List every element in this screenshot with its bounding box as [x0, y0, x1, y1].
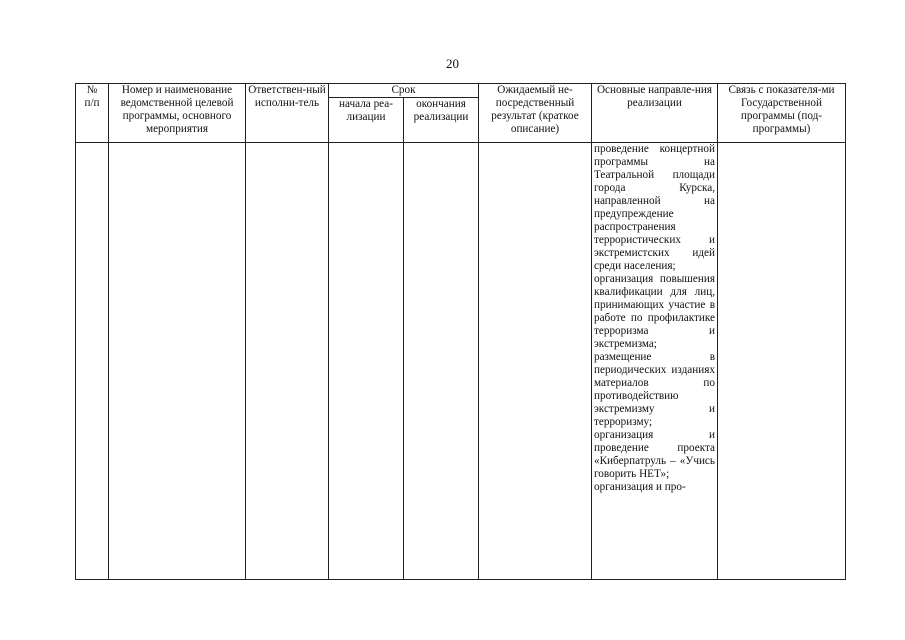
- cell-link: [718, 143, 846, 580]
- header-num: № п/п: [76, 84, 109, 143]
- program-table: [75, 83, 846, 580]
- table-row: [76, 143, 846, 580]
- header-result: Ожидаемый не-посредственный результат (краткое описание): [479, 84, 592, 143]
- cell-program: [109, 143, 246, 580]
- page-number: 20: [446, 56, 459, 71]
- cell-num: [76, 143, 109, 580]
- header-term-start: начала реа-лизации: [329, 98, 404, 143]
- cell-responsible: [246, 143, 329, 580]
- header-link: Связь с показателя-ми Государственной программы (под-программы): [718, 84, 846, 143]
- header-term: Срок: [329, 84, 479, 98]
- header-program: Номер и наименование ведомственной целевой программы, основного мероприятия: [109, 84, 246, 143]
- table-header-row: [76, 84, 846, 98]
- header-directions: Основные направле-ния реализации: [592, 84, 718, 143]
- cell-term-start: [329, 143, 404, 580]
- header-term-end: окончания реализации: [404, 98, 479, 143]
- header-responsible: Ответствен-ный исполни-тель: [246, 84, 329, 143]
- cell-result: [479, 143, 592, 580]
- cell-term-end: [404, 143, 479, 580]
- cell-directions: проведение концертной программы на Театральной площади города Курска, направленной на предупреждение распространения террористических и экстремистских идей среди населения; организация повышения квалификации для лиц, принимающих участие в работе по профилактике терроризма и экстремизма; размещение в периодических изданиях материалов по противодействию экстремизму и терроризму; организация и проведение проекта «Киберпатруль – «Учись говорить НЕТ»; организация и про-: [592, 143, 718, 580]
